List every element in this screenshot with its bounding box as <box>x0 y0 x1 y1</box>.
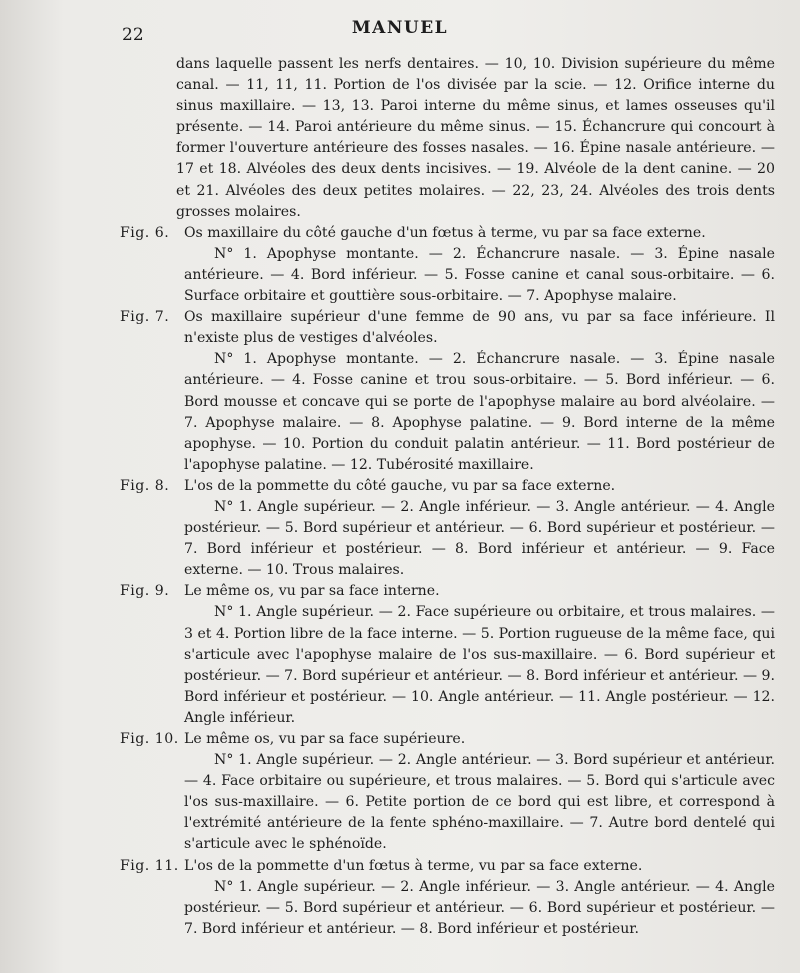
continuation-paragraph: dans laquelle passent les nerfs dentaires. — 10, 10. Division supérieure du même canal. — 11, 11, 11. Portion de l'os divisée par la scie. — 12. Orifice interne du sinus maxillaire. — 13, 13. Paroi interne du même sinus, et lames osseuses qu'il présente. — 14. Paroi antérieure du même sinus. — 15. Échancrure qui concourt à former l'ouverture antérieure des fosses nasales. — 16. Épine nasale antérieure. — 17 et 18. Alvéoles des deux dents incisives. — 19. Alvéole de la dent canine. — 20 et 21. Alvéoles des deux petites molaires. — 22, 23, 24. Alvéoles des trois dents grosses molaires. <box>176 56 775 220</box>
figure-title: L'os de la pommette du côté gauche, vu par sa face externe. <box>184 477 616 494</box>
figure-10-entry <box>120 729 775 856</box>
figure-title: L'os de la pommette d'un fœtus à terme, vu par sa face externe. <box>184 857 643 874</box>
figure-9-entry <box>120 581 775 729</box>
figure-parts: N° 1. Angle supérieur. — 2. Angle inférieur. — 3. Angle antérieur. — 4. Angle postérieur. — 5. Bord supérieur et antérieur. — 6. Bord supérieur et postérieur. — 7. Bord inférieur et postérieur. — 8. Bord inférieur et antérieur. — 9. Face externe. — 10. Trous malaires. <box>184 498 775 579</box>
figure-8-entry <box>120 476 775 581</box>
figure-11-entry <box>120 856 775 940</box>
figure-parts: N° 1. Angle supérieur. — 2. Angle inférieur. — 3. Angle antérieur. — 4. Angle postérieur. — 5. Bord supérieur et antérieur. — 6. Bord supérieur et postérieur. — 7. Bord inférieur et antérieur. — 8. Bord inférieur et postérieur. <box>184 878 775 937</box>
figure-6-entry <box>120 223 775 307</box>
running-head: MANUEL <box>351 18 449 38</box>
figure-parts: N° 1. Apophyse montante. — 2. Échancrure nasale. — 3. Épine nasale antérieure. — 4. Fosse canine et trou sous-orbitaire. — 5. Bord inférieur. — 6. Bord mousse et concave qui se porte de l'apophyse malaire au bord alvéolaire. — 7. Apophyse malaire. — 8. Apophyse palatine. — 9. Bord interne de la même apophyse. — 10. Portion du conduit palatin antérieur. — 11. Bord postérieur de l'apophyse palatine. — 12. Tubérosité maxillaire. <box>184 351 775 473</box>
figure-label: Fig. 6. <box>120 224 170 241</box>
figure-parts: N° 1. Angle supérieur. — 2. Angle antérieur. — 3. Bord supérieur et antérieur. — 4. Face orbitaire ou supérieure, et trous malaires. — 5. Bord qui s'articule avec l'os sus-maxillaire. — 6. Petite portion de ce bord qui est libre, et correspond à l'extrémité antérieure de la fente sphéno-maxillaire. — 7. Autre bord dentelé qui s'articule avec le sphénoïde. <box>184 752 775 853</box>
page-body <box>120 54 775 940</box>
figure-parts: N° 1. Apophyse montante. — 2. Échancrure nasale. — 3. Épine nasale antérieure. — 4. Bord inférieur. — 5. Fosse canine et canal sous-orbitaire. — 6. Surface orbitaire et gouttière sous-orbitaire. — 7. Apophyse malaire. <box>184 245 775 305</box>
figure-label: Fig. 7. <box>120 309 170 326</box>
figure-title: Os maxillaire du côté gauche d'un fœtus à terme, vu par sa face externe. <box>184 224 706 241</box>
figure-title: Le même os, vu par sa face supérieure. <box>184 731 466 747</box>
figure-7-entry <box>120 307 775 476</box>
figure-label: Fig. 11. <box>120 857 179 874</box>
figure-title: Os maxillaire supérieur d'une femme de 90 ans, vu par sa face inférieure. Il n'existe plus de vestiges d'alvéoles. <box>184 309 775 347</box>
figure-label: Fig. 8. <box>120 477 170 494</box>
figure-label: Fig. 10. <box>120 731 179 747</box>
figure-parts: N° 1. Angle supérieur. — 2. Face supérieure ou orbitaire, et trous malaires. — 3 et 4. Portion libre de la face interne. — 5. Portion rugueuse de la même face, qui s'articule avec l'apophyse malaire de l'os sus-maxillaire. — 6. Bord supérieur et postérieur. — 7. Bord supérieur et antérieur. — 8. Bord inférieur et antérieur. — 9. Bord inférieur et postérieur. — 10. Angle antérieur. — 11. Angle postérieur. — 12. Angle inférieur. <box>184 604 775 726</box>
page-number: 22 <box>122 25 144 45</box>
figure-label: Fig. 9. <box>120 583 170 600</box>
figure-title: Le même os, vu par sa face interne. <box>184 583 440 600</box>
